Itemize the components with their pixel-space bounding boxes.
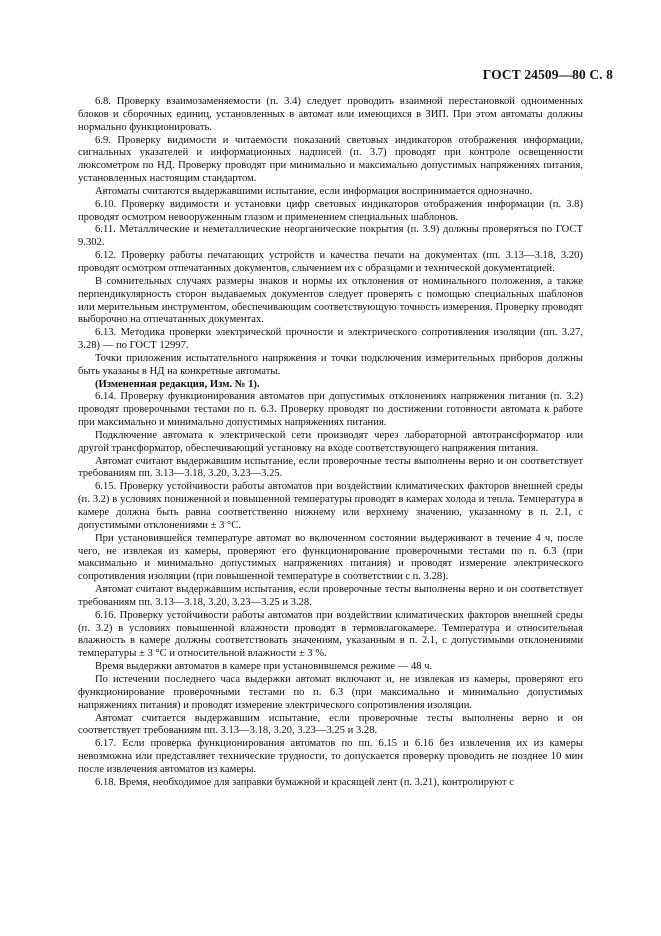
paragraph: Автомат считается выдержавшим испытание, если проверочные тесты выполнены верно и он соответствует требованиям пп. 3.13—3.18, 3.20, 3.23—3.25 и 3.28.: [78, 712, 583, 737]
paragraph: При установившейся температуре автомат во включенном состоянии выдерживают в течение 4 ч, после чего, не извлекая из камеры, проверяют его функционирование проверочными тестами по п. 6.3 (при максимально и минимально допустимых напряжениях питания) и проводят измерение электрического сопротивления изоляции (при повышенной температуре в соответствии с п. 3.28).: [78, 532, 583, 583]
paragraph: Автоматы считаются выдержавшими испытание, если информация воспринимается однозначно.: [95, 185, 533, 197]
paragraph: Точки приложения испытательного напряжения и точки подключения измерительных приборов должны быть указаны в НД на конкретные автоматы.: [78, 352, 583, 377]
paragraph: Время выдержки автоматов в камере при установившемся режиме — 48 ч.: [95, 661, 433, 673]
paragraph: Автомат считают выдержавшим испытания, если проверочные тесты выполнены верно и он соответствует требованиям пп. 3.13—3.18, 3.20, 3.23—3.25 и 3.28.: [78, 584, 583, 608]
paragraph: Автомат считают выдержавшим испытание, если проверочные тесты выполнены верно и он соответствует требованиям пп. 3.13—3.18, 3.20, 3.23—3.25.: [78, 455, 583, 480]
paragraph: 6.11. Металлические и неметаллические неорганические покрытия (п. 3.9) должны проверяться по ГОСТ 9.302.: [78, 224, 583, 249]
paragraph: 6.17. Если проверка функционирования автоматов по пп. 6.15 и 6.16 без извлечения их из камеры невозможна или представляет технические трудности, то допускается проверку проводить не позднее 10 мин после извлечения автоматов из камеры.: [78, 738, 583, 775]
paragraph: 6.16. Проверку устойчивости работы автоматов при воздействии климатических факторов внешней среды (п. 3.2) в условиях повышенной влажности проводят в термовлагокамере. Температура и относительная влажность в камере должны соответствовать значениям, указанным в п. 2.1, с допустимыми отклонениями температуры ± 3 °С и относительной влажности ± 3 %.: [78, 609, 583, 660]
paragraph: 6.8. Проверку взаимозаменяемости (п. 3.4) следует проводить взаимной перестановкой одноименных блоков и сборочных единиц, установленных в автомат или имеющихся в ЗИП. При этом автоматы должны нормально функционировать.: [78, 96, 583, 133]
revision-note: (Измененная редакция, Изм. № 1).: [95, 378, 260, 390]
paragraph: 6.18. Время, необходимое для заправки бумажной и красящей лент (п. 3.21), контролируют с: [95, 776, 514, 788]
paragraph: 6.13. Методика проверки электрической прочности и электрического сопротивления изоляции (пп. 3.27, 3.28) — по ГОСТ 12997.: [78, 327, 583, 352]
paragraph: В сомнительных случаях размеры знаков и нормы их отклонения от номинального положения, а также перпендикулярность сторон выдаваемых документов следует проверять с помощью специальных шаблонов или мерительным инструментом, обеспечивающим соответствующую точность измерения. Проверку проводят выборочно на отпечатанных документах.: [78, 275, 583, 326]
paragraph: 6.9. Проверку видимости и читаемости показаний световых индикаторов отображения информации, сигнальных указателей и информационных надписей (п. 3.7) проводят при контроле освещенности люксометром по НД. Проверку проводят при минимально и максимально допустимых напряжениях питания, установленных настоящим стандартом.: [78, 134, 583, 185]
paragraph: 6.15. Проверку устойчивости работы автоматов при воздействии климатических факторов внешней среды (п. 3.2) в условиях пониженной и повышенной температуры проводят в камерах холода и тепла. Температура в камере должна быть равна соответственно нижнему или верхнему значению, указанному в п. 2.1, с допустимыми отклонениями ± 3 °С.: [78, 481, 583, 531]
paragraph: 6.12. Проверку работы печатающих устройств и качества печати на документах (пп. 3.13—3.18, 3.20) проводят осмотром отпечатанных документов, слычением их с образцами и технической документацией.: [78, 250, 583, 274]
document-body: [78, 96, 583, 790]
paragraph: Подключение автомата к электрической сети производят через лабораторной автотрансформатор или другой трансформатор, обеспечивающий установку на входе соответствующего напряжения питания.: [78, 429, 583, 454]
paragraph: По истечении последнего часа выдержки автомат включают и, не извлекая из камеры, проверяют его функционирование проверочными тестами по п. 6.3 (при максимально и минимально допустимых напряжениях питания) и проводят измерение электрического сопротивления изоляции.: [78, 673, 583, 711]
page-header: ГОСТ 24509—80 С. 8: [482, 67, 613, 82]
paragraph: 6.10. Проверку видимости и установки цифр световых индикаторов отображения информации (п. 3.8) проводят осмотром невооруженным глазом и применением специальных шаблонов.: [78, 198, 583, 223]
paragraph: 6.14. Проверку функционирования автоматов при допустимых отклонениях напряжения питания (п. 3.2) проводят проверочными тестами по п. 6.3. Проверку проводят по достижении готовности автомата к работе при максимально и минимально допустимых напряжениях питания.: [78, 391, 583, 429]
